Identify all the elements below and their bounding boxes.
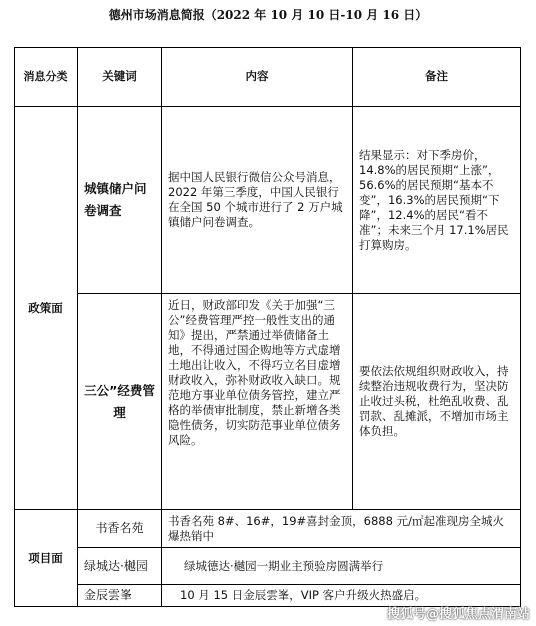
header-remark: 备注 — [353, 47, 521, 107]
keyword-shuxiang: 书香名苑 — [78, 510, 162, 548]
header-content: 内容 — [162, 47, 353, 107]
briefing-table — [14, 47, 521, 607]
remark-survey: 结果显示：对下季房价，14.8%的居民预期“上涨”，56.6%的居民预期“基本不变”，16.3%的居民预期“下降”，12.4%的居民“看不准”；未来三个月 17.1%居民打算购房。 — [353, 107, 521, 294]
remark-expense: 要依法依规组织财政收入，持续整治违规收费行为，坚决防止收过头税，杜绝乱收费、乱罚款、乱摊派，不增加市场主体负担。 — [353, 294, 521, 510]
document-title: 德州市场消息简报（2022 年 10 月 10 日-10 月 16 日） — [108, 8, 428, 22]
keyword-jinchen: 金辰雲峯 — [78, 585, 162, 607]
content-survey: 据中国人民银行微信公众号消息，2022 年第三季度，中国人民银行在全国 50 个城市进行了 2 万户城镇储户问卷调查。 — [162, 107, 353, 294]
category-policy: 政策面 — [14, 107, 78, 510]
content-jinchen: 10 月 15 日金辰雲峯，VIP 客户升级火热盛启。 — [162, 585, 521, 607]
keyword-expense: 三公”经费管理 — [78, 294, 162, 510]
header-category: 消息分类 — [14, 47, 78, 107]
content-expense: 近日，财政部印发《关于加强“三公”经费管理严控一般性支出的通知》提出，严禁通过举债储备土地，不得通过国企购地等方式虚增土地出让收入，不得巧立名目虚增财政收入，弥补财政收入缺口。规范地方事业单位债务管控，建立严格的举债审批制度，禁止新增各类隐性债务，切实防范事业单位债务风险。 — [162, 294, 353, 510]
keyword-survey: 城镇储户问卷调查 — [78, 107, 162, 294]
watermark: 搜狐号@搜狐焦点渭南站 — [386, 607, 530, 622]
content-lvcheng: 绿城德达·樾园一期业主预验房圆满举行 — [162, 548, 521, 585]
keyword-lvcheng: 绿城达·樾园 — [78, 548, 162, 585]
category-projects: 项目面 — [14, 510, 78, 607]
header-keyword: 关键词 — [78, 47, 162, 107]
content-shuxiang: 书香名苑 8#、16#，19#喜封金顶，6888 元/㎡起准现房全城火爆热销中 — [162, 510, 521, 548]
